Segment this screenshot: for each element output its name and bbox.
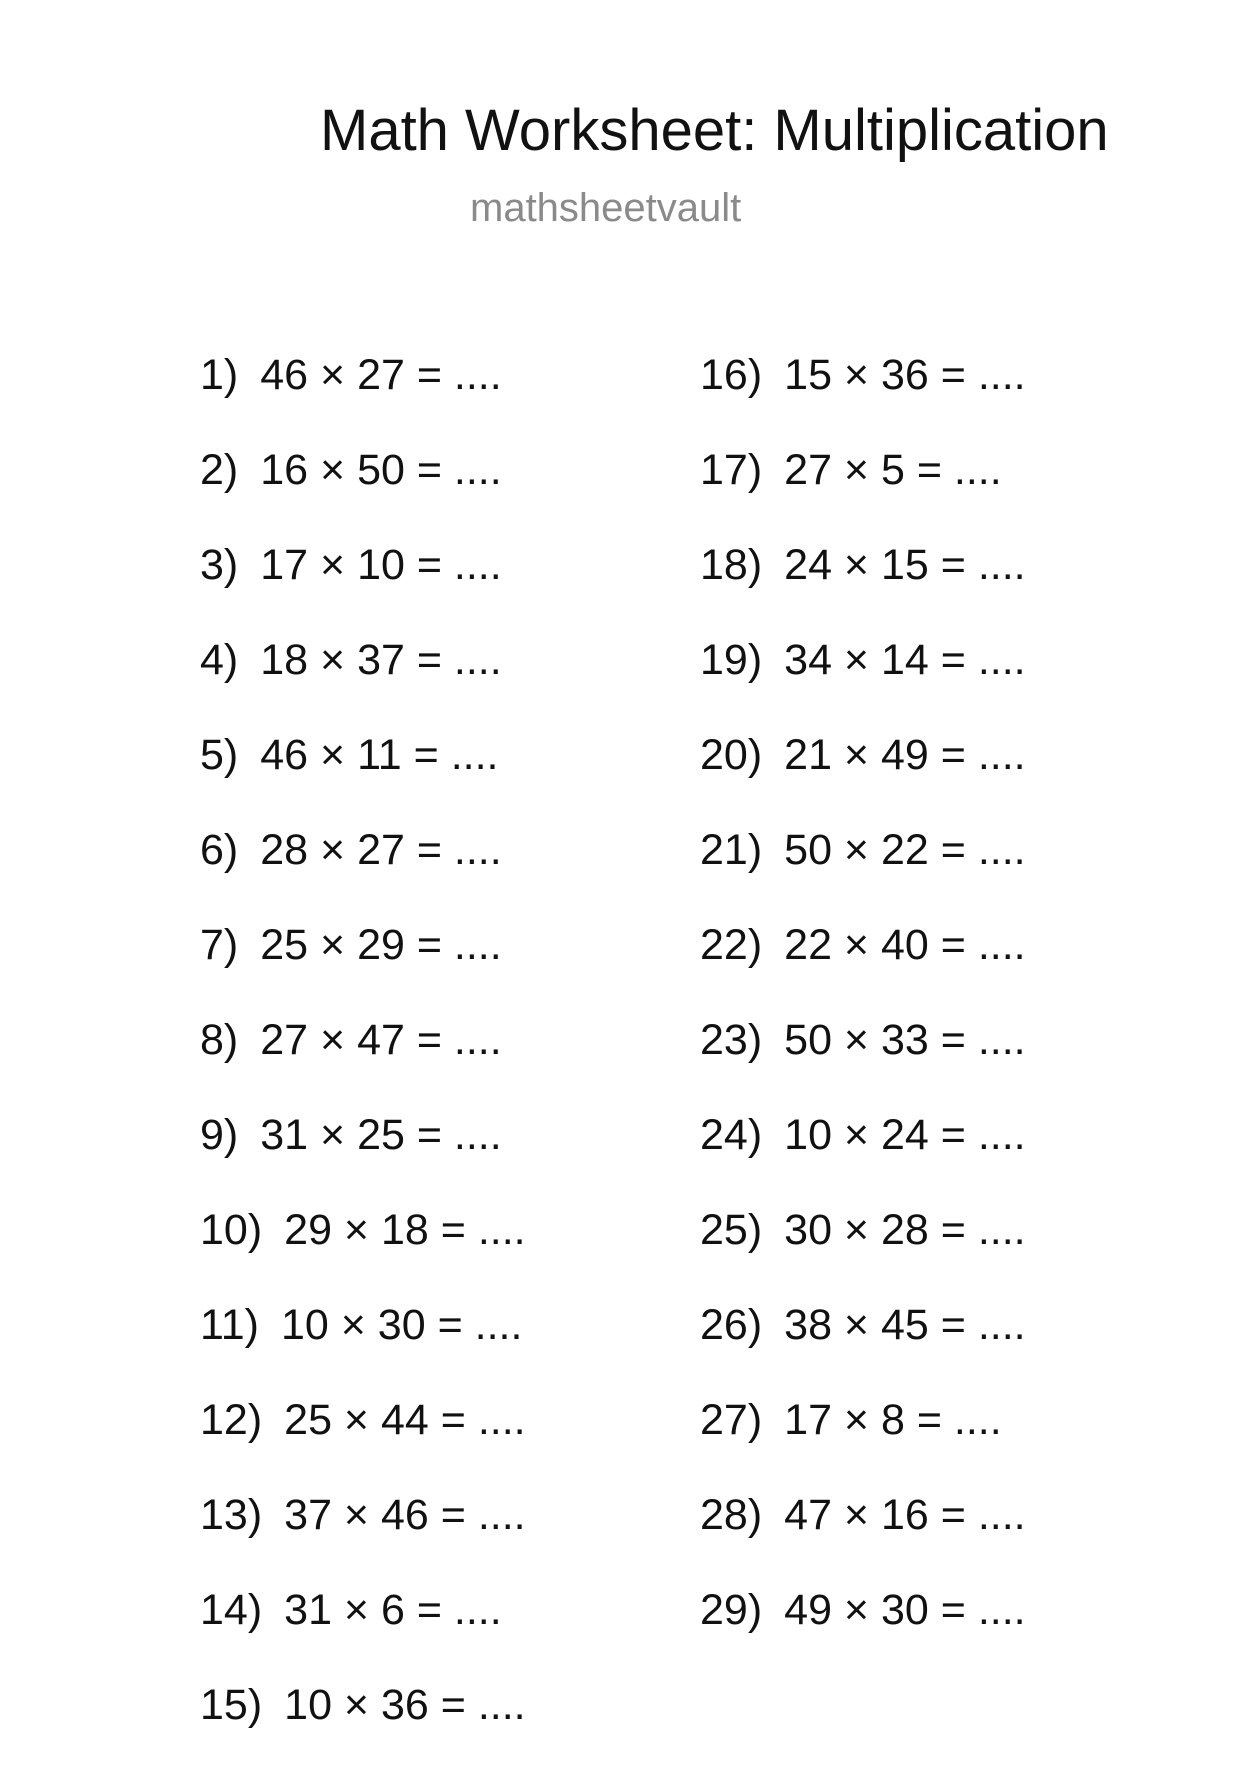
problem-number: 2)	[200, 446, 239, 494]
problem-item	[200, 445, 526, 540]
problem-number: 29)	[700, 1586, 763, 1634]
site-name: mathsheetvault	[470, 186, 742, 230]
problem-number: 14)	[200, 1586, 263, 1634]
problem-item	[200, 1585, 526, 1680]
problem-number: 20)	[700, 731, 763, 779]
problem-number: 21)	[700, 826, 763, 874]
problem-expression: 15 × 36 = ....	[784, 351, 1026, 399]
problem-number: 7)	[200, 921, 239, 969]
problem-expression: 27 × 5 = ....	[784, 446, 1002, 494]
problem-expression: 50 × 22 = ....	[784, 826, 1026, 874]
problem-item	[700, 350, 1026, 445]
problem-expression: 34 × 14 = ....	[784, 636, 1026, 684]
problem-expression: 31 × 25 = ....	[260, 1111, 502, 1159]
problem-expression: 17 × 10 = ....	[260, 541, 502, 589]
problem-number: 6)	[200, 826, 239, 874]
problem-number: 23)	[700, 1016, 763, 1064]
problem-expression: 29 × 18 = ....	[284, 1206, 526, 1254]
problem-number: 26)	[700, 1301, 763, 1349]
problem-item	[200, 1490, 526, 1585]
problem-item	[700, 1205, 1026, 1300]
problem-number: 28)	[700, 1491, 763, 1539]
problem-expression: 25 × 29 = ....	[260, 921, 502, 969]
problem-number: 19)	[700, 636, 763, 684]
problem-item	[200, 1205, 526, 1300]
problem-item	[700, 1015, 1026, 1110]
problem-expression: 10 × 36 = ....	[284, 1681, 526, 1729]
problem-item	[200, 1395, 526, 1490]
page-title: Math Worksheet: Multiplication	[320, 98, 1109, 163]
problem-item	[700, 1585, 1026, 1680]
problem-column-left	[200, 350, 526, 1775]
problem-item	[700, 825, 1026, 920]
problem-item	[200, 1015, 526, 1110]
problem-expression: 38 × 45 = ....	[784, 1301, 1026, 1349]
problem-expression: 46 × 27 = ....	[260, 351, 502, 399]
problem-number: 1)	[200, 351, 239, 399]
problem-expression: 31 × 6 = ....	[284, 1586, 502, 1634]
problem-item	[200, 920, 526, 1015]
problem-item	[200, 1680, 526, 1775]
problem-item	[200, 825, 526, 920]
problem-number: 13)	[200, 1491, 263, 1539]
problem-item	[200, 730, 526, 825]
problem-expression: 24 × 15 = ....	[784, 541, 1026, 589]
problem-number: 15)	[200, 1681, 263, 1729]
problem-number: 22)	[700, 921, 763, 969]
problem-expression: 27 × 47 = ....	[260, 1016, 502, 1064]
problem-expression: 18 × 37 = ....	[260, 636, 502, 684]
problem-expression: 17 × 8 = ....	[784, 1396, 1002, 1444]
problem-number: 24)	[700, 1111, 763, 1159]
problem-item	[700, 1300, 1026, 1395]
problem-number: 16)	[700, 351, 763, 399]
problem-expression: 10 × 24 = ....	[784, 1111, 1026, 1159]
problem-expression: 49 × 30 = ....	[784, 1586, 1026, 1634]
problem-item	[700, 920, 1026, 1015]
problem-item	[700, 730, 1026, 825]
problem-number: 12)	[200, 1396, 263, 1444]
problem-item	[200, 540, 526, 635]
problem-column-right	[700, 350, 1026, 1680]
problem-item	[200, 635, 526, 730]
problem-expression: 37 × 46 = ....	[284, 1491, 526, 1539]
problem-expression: 25 × 44 = ....	[284, 1396, 526, 1444]
problem-number: 4)	[200, 636, 239, 684]
problem-item	[700, 540, 1026, 635]
problem-expression: 28 × 27 = ....	[260, 826, 502, 874]
problem-item	[200, 1110, 526, 1205]
problem-expression: 47 × 16 = ....	[784, 1491, 1026, 1539]
problem-number: 25)	[700, 1206, 763, 1254]
problem-number: 18)	[700, 541, 763, 589]
problem-item	[200, 1300, 526, 1395]
problem-number: 8)	[200, 1016, 239, 1064]
problem-item	[700, 445, 1026, 540]
problem-expression: 30 × 28 = ....	[784, 1206, 1026, 1254]
problem-item	[700, 635, 1026, 730]
problem-expression: 10 × 30 = ....	[280, 1301, 523, 1349]
problem-number: 17)	[700, 446, 763, 494]
problem-expression: 16 × 50 = ....	[260, 446, 502, 494]
problem-expression: 50 × 33 = ....	[784, 1016, 1026, 1064]
problem-item	[700, 1395, 1026, 1490]
problem-expression: 22 × 40 = ....	[784, 921, 1026, 969]
problem-item	[200, 350, 526, 445]
problem-number: 9)	[200, 1111, 239, 1159]
problem-number: 3)	[200, 541, 239, 589]
problem-number: 11)	[200, 1301, 259, 1349]
problem-number: 27)	[700, 1396, 763, 1444]
problem-number: 5)	[200, 731, 239, 779]
problem-item	[700, 1110, 1026, 1205]
problem-number: 10)	[200, 1206, 263, 1254]
problem-expression: 46 × 11 = ....	[260, 731, 499, 779]
problem-item	[700, 1490, 1026, 1585]
problem-expression: 21 × 49 = ....	[784, 731, 1026, 779]
